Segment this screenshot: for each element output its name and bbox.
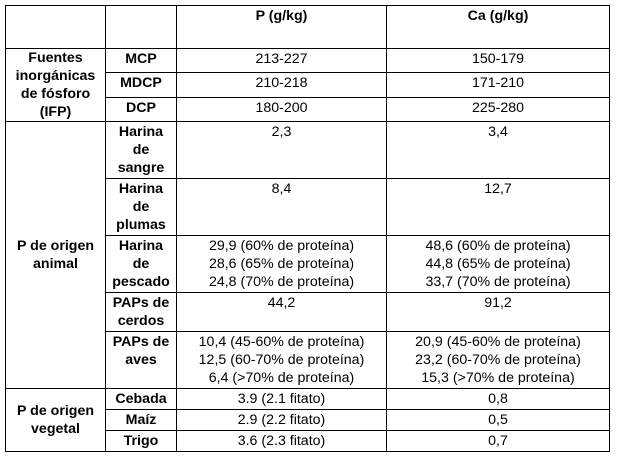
- p-value-cell: [177, 293, 387, 332]
- cell-line: 33,7 (70% de proteína): [425, 274, 571, 290]
- cell-line: 20,9 (45-60% de proteína): [415, 334, 581, 350]
- category-cell: [6, 389, 106, 452]
- cell-line: 12,5 (60-70% de proteína): [198, 352, 365, 368]
- p-value-cell: [177, 410, 387, 431]
- cell-line: MDCP: [120, 75, 162, 92]
- p-value-cell: [177, 431, 387, 452]
- cell-line: Harina: [118, 181, 164, 197]
- cell-line: 213-227: [255, 51, 308, 67]
- p-value-cell: [177, 73, 387, 97]
- cell-line: 48,6 (60% de proteína): [425, 238, 571, 254]
- header-category: [6, 6, 106, 49]
- source-name-cell: [106, 332, 177, 389]
- source-name-cell: [106, 122, 177, 179]
- cell-line: 6,4 (>70% de proteína): [208, 370, 355, 386]
- cell-line: Harina: [118, 124, 164, 140]
- ca-value-cell: [387, 122, 610, 179]
- category-cell: [6, 122, 106, 389]
- cell-line: 150-179: [471, 51, 525, 67]
- ca-value-cell: [387, 236, 610, 293]
- source-name-cell: [106, 179, 177, 236]
- cell-line: 210-218: [255, 75, 308, 92]
- header-source: [106, 6, 177, 49]
- ca-value-cell: [387, 293, 610, 332]
- p-value-cell: [177, 332, 387, 389]
- header-p: P (g/kg): [177, 6, 387, 49]
- ca-value-cell: [387, 389, 610, 410]
- source-name-cell: [106, 389, 177, 410]
- source-name-cell: [106, 73, 177, 97]
- header-ca: Ca (g/kg): [387, 6, 610, 49]
- source-name-cell: [106, 49, 177, 73]
- cell-line: sangre: [117, 160, 165, 176]
- cell-line: inorgánicas: [15, 68, 96, 84]
- cell-line: 3.9 (2.1 fitato): [237, 391, 326, 407]
- source-name-cell: [106, 431, 177, 452]
- cell-line: 24,8 (70% de proteína): [208, 274, 355, 290]
- table-row: [6, 389, 610, 410]
- table-row: [6, 122, 610, 179]
- cell-line: PAPs de: [112, 295, 170, 311]
- cell-line: Cebada: [115, 391, 167, 407]
- category-cell: [6, 49, 106, 122]
- ca-value-cell: [387, 410, 610, 431]
- source-name-cell: [106, 236, 177, 293]
- cell-line: Fuentes: [28, 50, 83, 66]
- source-name-cell: [106, 97, 177, 121]
- p-value-cell: [177, 236, 387, 293]
- cell-line: animal: [33, 256, 78, 272]
- cell-line: 225-280: [471, 99, 525, 116]
- cell-line: 180-200: [255, 99, 308, 116]
- cell-line: Maíz: [125, 412, 157, 428]
- cell-line: 10,4 (45-60% de proteína): [198, 334, 365, 350]
- p-value-cell: [177, 122, 387, 179]
- cell-line: 12,7: [484, 181, 512, 197]
- p-value-cell: [177, 389, 387, 410]
- p-value-cell: [177, 97, 387, 121]
- cell-line: 2.9 (2.2 fitato): [237, 412, 326, 428]
- ca-value-cell: [387, 73, 610, 97]
- cell-line: 8,4: [271, 181, 292, 197]
- cell-line: 0,7: [488, 433, 508, 449]
- cell-line: 28,6 (65% de proteína): [208, 256, 355, 272]
- cell-line: Trigo: [123, 433, 159, 449]
- cell-line: P de origen: [17, 238, 94, 254]
- cell-line: de: [132, 256, 150, 272]
- cell-line: plumas: [116, 217, 166, 233]
- cell-line: P de origen: [17, 403, 94, 419]
- cell-line: 23,2 (60-70% de proteína): [415, 352, 581, 368]
- cell-line: 3,4: [488, 124, 508, 140]
- cell-line: 171-210: [471, 75, 525, 92]
- cell-line: de: [132, 199, 150, 215]
- ca-value-cell: [387, 431, 610, 452]
- header-row: [6, 6, 610, 49]
- ca-value-cell: [387, 332, 610, 389]
- cell-line: 29,9 (60% de proteína): [208, 238, 355, 254]
- cell-line: cerdos: [117, 313, 165, 329]
- p-value-cell: [177, 179, 387, 236]
- ca-value-cell: [387, 49, 610, 73]
- cell-line: 44,2: [267, 295, 296, 311]
- p-value-cell: [177, 49, 387, 73]
- cell-line: Harina: [118, 238, 164, 254]
- cell-line: 2,3: [271, 124, 292, 140]
- cell-line: 91,2: [484, 295, 512, 311]
- cell-line: de: [132, 142, 150, 158]
- cell-line: 0,8: [488, 391, 508, 407]
- cell-line: 15,3 (>70% de proteína): [421, 370, 575, 386]
- source-name-cell: [106, 410, 177, 431]
- source-name-cell: [106, 293, 177, 332]
- ca-value-cell: [387, 97, 610, 121]
- cell-line: aves: [125, 352, 157, 368]
- table-body: [6, 49, 610, 452]
- cell-line: de fósforo: [20, 86, 91, 102]
- cell-line: DCP: [126, 99, 156, 116]
- phosphorus-sources-table: [5, 5, 610, 452]
- ca-value-cell: [387, 179, 610, 236]
- cell-line: MCP: [125, 51, 157, 67]
- cell-line: pescado: [112, 274, 170, 290]
- table-container: [5, 5, 610, 452]
- cell-line: 0,5: [488, 412, 508, 428]
- cell-line: 44,8 (65% de proteína): [425, 256, 571, 272]
- table-row: [6, 49, 610, 73]
- cell-line: vegetal: [31, 421, 80, 437]
- cell-line: 3.6 (2.3 fitato): [237, 433, 326, 449]
- cell-line: PAPs de: [112, 334, 170, 350]
- cell-line: (IFP): [39, 104, 72, 120]
